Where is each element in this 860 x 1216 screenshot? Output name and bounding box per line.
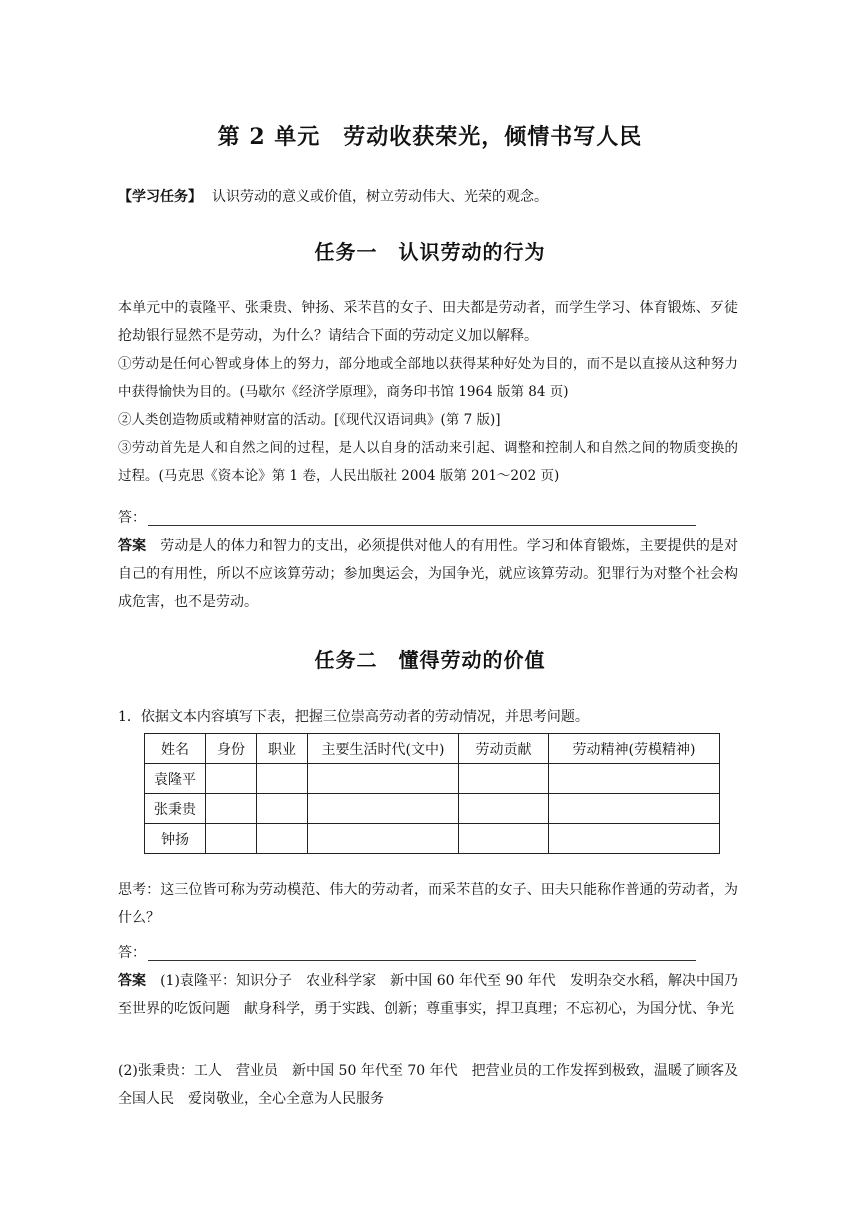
learning-task (118, 186, 548, 206)
task2-answer-2: (2)张秉贵：工人 营业员 新中国 50 年代至 70 年代 把营业员的工作发挥到极致，温暖了顾客及全国人民 爱岗敬业，全心全意为人民服务 (118, 1063, 738, 1107)
table-row (145, 794, 720, 824)
table-cell[interactable] (459, 764, 549, 794)
row-name: 袁隆平 (145, 764, 206, 794)
table-header: 职业 (257, 734, 308, 764)
row-name: 钟扬 (145, 824, 206, 854)
answer-label: 答案 (118, 538, 147, 554)
answer-blank-line (148, 946, 696, 961)
table-header: 姓名 (145, 734, 206, 764)
table-row (145, 824, 720, 854)
definition-1: ①劳动是任何心智或身体上的努力，部分地或全部地以获得某种好处为目的，而不是以直接从这种努力中获得愉快为目的。(马歇尔《经济学原理》，商务印书馆 1964 版第 84 页) (118, 356, 738, 400)
task2-answer-field[interactable] (118, 942, 696, 962)
task2-heading: 任务二 懂得劳动的价值 (314, 648, 546, 672)
task2-answer-1 (118, 967, 738, 1023)
table-cell[interactable] (257, 794, 308, 824)
row-name: 张秉贵 (145, 794, 206, 824)
task2-think: 思考：这三位皆可称为劳动模范、伟大的劳动者，而采芣苢的女子、田夫只能称作普通的劳动者，为什么？ (118, 882, 738, 926)
table-cell[interactable] (459, 824, 549, 854)
table-cell[interactable] (308, 824, 459, 854)
unit-title: 第 2 单元 劳动收获荣光，倾情书写人民 (217, 124, 643, 150)
table-cell[interactable] (549, 824, 720, 854)
table-cell[interactable] (257, 764, 308, 794)
task1-answer-text: 劳动是人的体力和智力的支出，必须提供对他人的有用性。学习和体育锻炼，主要提供的是对自己的有用性，所以不应该算劳动；参加奥运会，为国争光，就应该算劳动。犯罪行为对整个社会构成危害，也不是劳动。 (118, 538, 738, 610)
answer-label: 答案 (118, 973, 147, 989)
table-cell[interactable] (308, 764, 459, 794)
task2-question-1: 1．依据文本内容填写下表，把握三位崇高劳动者的劳动情况，并思考问题。 (118, 709, 589, 725)
table-cell[interactable] (549, 794, 720, 824)
task2-answer-1-text: (1)袁隆平：知识分子 农业科学家 新中国 60 年代至 90 年代 发明杂交水稻，解决中国乃至世界的吃饭问题 献身科学，勇于实践、创新；尊重事实，捍卫真理；不忘初心，为国分忧、争光 (118, 973, 739, 1017)
answer-blank-line (148, 511, 696, 526)
answer-prompt: 答： (118, 945, 146, 961)
table-header: 主要生活时代(文中) (308, 734, 459, 764)
table-header-row (145, 734, 720, 764)
table-header: 身份 (206, 734, 257, 764)
answer-prompt: 答： (118, 510, 146, 526)
task1-intro: 本单元中的袁隆平、张秉贵、钟扬、采芣苢的女子、田夫都是劳动者，而学生学习、体育锻炼、歹徒抢劫银行显然不是劳动，为什么？请结合下面的劳动定义加以解释。 (118, 300, 738, 344)
task1-heading: 任务一 认识劳动的行为 (314, 240, 546, 264)
table-cell[interactable] (206, 794, 257, 824)
definition-3: ③劳动首先是人和自然之间的过程，是人以自身的活动来引起、调整和控制人和自然之间的物质变换的过程。(马克思《资本论》第 1 卷，人民出版社 2004 版第 201～202 页) (118, 440, 738, 484)
table-cell[interactable] (308, 794, 459, 824)
table-header: 劳动精神(劳模精神) (549, 734, 720, 764)
table-row (145, 764, 720, 794)
learning-task-label: 【学习任务】 (118, 189, 202, 205)
table-cell[interactable] (257, 824, 308, 854)
table-header: 劳动贡献 (459, 734, 549, 764)
learning-task-text: 认识劳动的意义或价值，树立劳动伟大、光荣的观念。 (212, 189, 548, 205)
table-cell[interactable] (549, 764, 720, 794)
definition-2: ②人类创造物质或精神财富的活动。[《现代汉语词典》(第 7 版)] (118, 412, 501, 428)
task1-answer (118, 532, 738, 616)
task1-answer-field[interactable] (118, 507, 696, 527)
table-cell[interactable] (206, 764, 257, 794)
table-cell[interactable] (459, 794, 549, 824)
laborer-table (144, 733, 720, 854)
table-cell[interactable] (206, 824, 257, 854)
